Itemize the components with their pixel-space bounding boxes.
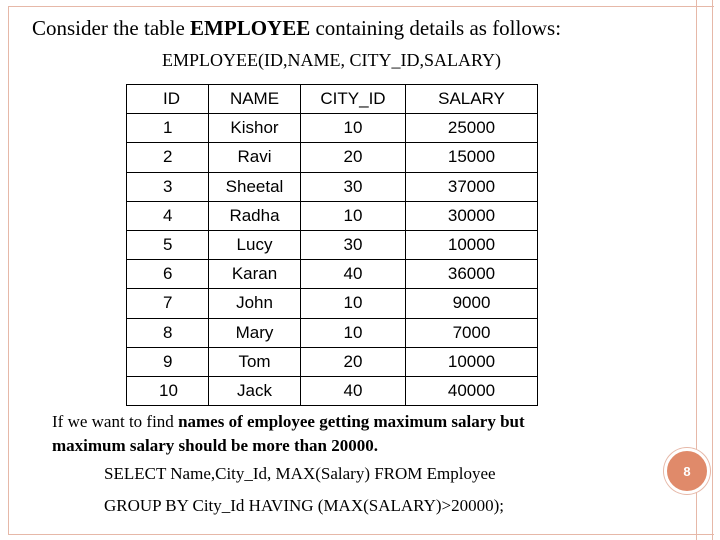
slide-title: [32, 14, 561, 42]
cell-salary: 10000: [406, 230, 538, 259]
cell-city-id: 30: [301, 172, 406, 201]
cell-name: Lucy: [209, 230, 301, 259]
cell-city-id: 30: [301, 230, 406, 259]
slide-frame-bottom: [8, 534, 714, 535]
cell-id: 10: [127, 376, 209, 405]
slide-frame-right-outer: [712, 0, 713, 540]
cell-id: 2: [127, 143, 209, 172]
table-row: [127, 172, 538, 201]
cell-city-id: 10: [301, 201, 406, 230]
page-number-badge: 8: [664, 448, 710, 494]
table-row: [127, 318, 538, 347]
cell-id: 5: [127, 230, 209, 259]
header-id: ID: [127, 85, 209, 114]
sql-group-by-line: GROUP BY City_Id HAVING (MAX(SALARY)>20000);: [104, 496, 504, 515]
table-schema: EMPLOYEE(ID,NAME, CITY_ID,SALARY): [162, 50, 501, 70]
title-suffix: containing details as follows:: [310, 16, 562, 40]
header-name: NAME: [209, 85, 301, 114]
title-table-name: EMPLOYEE: [190, 16, 311, 40]
cell-name: John: [209, 289, 301, 318]
employee-table: [126, 84, 538, 406]
table-row: [127, 289, 538, 318]
cell-salary: 15000: [406, 143, 538, 172]
cell-id: 9: [127, 347, 209, 376]
table-row: [127, 114, 538, 143]
cell-city-id: 40: [301, 376, 406, 405]
cell-id: 4: [127, 201, 209, 230]
cell-id: 3: [127, 172, 209, 201]
header-city-id: CITY_ID: [301, 85, 406, 114]
cell-city-id: 40: [301, 260, 406, 289]
cell-name: Radha: [209, 201, 301, 230]
table-row: [127, 230, 538, 259]
cell-id: 8: [127, 318, 209, 347]
note-prefix: If we want to find: [52, 412, 179, 431]
cell-name: Tom: [209, 347, 301, 376]
table-row: [127, 376, 538, 405]
cell-salary: 25000: [406, 114, 538, 143]
cell-salary: 40000: [406, 376, 538, 405]
cell-name: Sheetal: [209, 172, 301, 201]
cell-salary: 36000: [406, 260, 538, 289]
note-line1-bold: names of employee getting maximum salary but: [178, 412, 525, 431]
cell-city-id: 10: [301, 318, 406, 347]
cell-name: Jack: [209, 376, 301, 405]
table-row: [127, 260, 538, 289]
question-note: [52, 410, 525, 458]
cell-id: 1: [127, 114, 209, 143]
table-row: [127, 201, 538, 230]
cell-id: 7: [127, 289, 209, 318]
cell-name: Kishor: [209, 114, 301, 143]
cell-salary: 9000: [406, 289, 538, 318]
slide-frame-top: [8, 6, 714, 7]
table-row: [127, 143, 538, 172]
cell-city-id: 10: [301, 289, 406, 318]
cell-city-id: 10: [301, 114, 406, 143]
cell-salary: 7000: [406, 318, 538, 347]
note-line2-bold: maximum salary should be more than 20000.: [52, 436, 379, 455]
header-salary: SALARY: [406, 85, 538, 114]
title-prefix: Consider the table: [32, 16, 191, 40]
slide-frame-left: [8, 6, 9, 534]
cell-salary: 37000: [406, 172, 538, 201]
cell-city-id: 20: [301, 347, 406, 376]
cell-salary: 10000: [406, 347, 538, 376]
table-header-row: [127, 85, 538, 114]
cell-city-id: 20: [301, 143, 406, 172]
sql-select-line: SELECT Name,City_Id, MAX(Salary) FROM Employee: [104, 464, 496, 483]
cell-salary: 30000: [406, 201, 538, 230]
cell-name: Mary: [209, 318, 301, 347]
cell-name: Karan: [209, 260, 301, 289]
table-row: [127, 347, 538, 376]
cell-name: Ravi: [209, 143, 301, 172]
cell-id: 6: [127, 260, 209, 289]
